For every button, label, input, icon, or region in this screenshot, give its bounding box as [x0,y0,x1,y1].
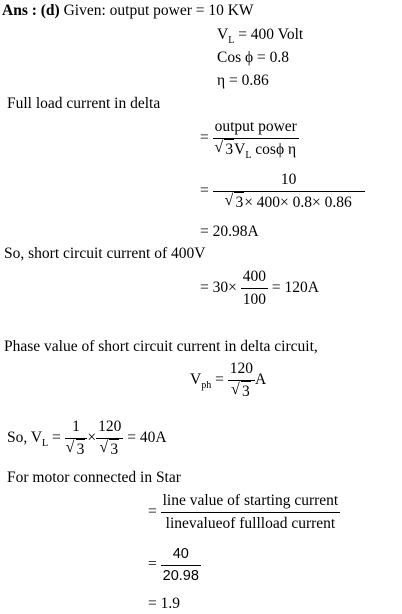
full-load-substitution: = 10 √ 3× 400× 0.8× 0.86 [200,171,365,212]
short-circuit-fraction: $\frac{400}{100}$ [242,268,266,308]
answer-header [2,3,254,19]
line-voltage-formula: So, $V_L$ = 1 √ 3 × 120 √ 3 = 40A [7,418,167,459]
given-efficiency: η = 0.86 [217,72,269,89]
star-ratio-formula: = $\frac{\text{line value of starting current}}{\text{linevalueof fullload current}}$ [148,492,339,532]
star-result: = 1.9 [148,595,180,612]
full-load-formula: = output power √ $3V_L$ cosϕ η [200,118,299,159]
phase-fraction: 120 √ 3 [228,360,255,401]
formula-fraction: output power √ $3V_L$ cosϕ η [213,118,299,159]
short-circuit-heading: So, short circuit current of 400V [4,245,206,262]
star-ratio-fraction: $\frac{\text{line value of starting current}}{\text{linevalueof fullload current}}$ [162,492,339,532]
star-substitution: = $\frac{40}{20.98}$ [148,546,199,584]
full-load-heading: Full load current in delta [7,95,161,112]
substitution-fraction: 10 √ 3× 400× 0.8× 0.86 [213,171,365,212]
given-output-power: Given: output power = 10 KW [63,2,254,19]
line-fraction-2: 120 √ 3 [96,418,123,459]
answer-label: Ans : (d) [2,2,60,19]
line-fraction-1: 1 √ 3 [65,418,88,459]
phase-value-formula: $V_{ph}$ = 120 √ 3 A [190,360,266,401]
given-voltage: $V_L = 400$ Volt [217,26,304,46]
star-substitution-fraction: $\frac{40}{20.98}$ [162,546,199,584]
star-heading: For motor connected in Star [7,469,181,486]
short-circuit-formula: = 30× $\frac{400}{100}$ = 120A [200,268,319,308]
given-power-factor: Cos ϕ = 0.8 [217,49,290,66]
full-load-result: = 20.98A [200,223,259,240]
phase-value-heading: Phase value of short circuit current in delta circuit, [4,338,318,355]
